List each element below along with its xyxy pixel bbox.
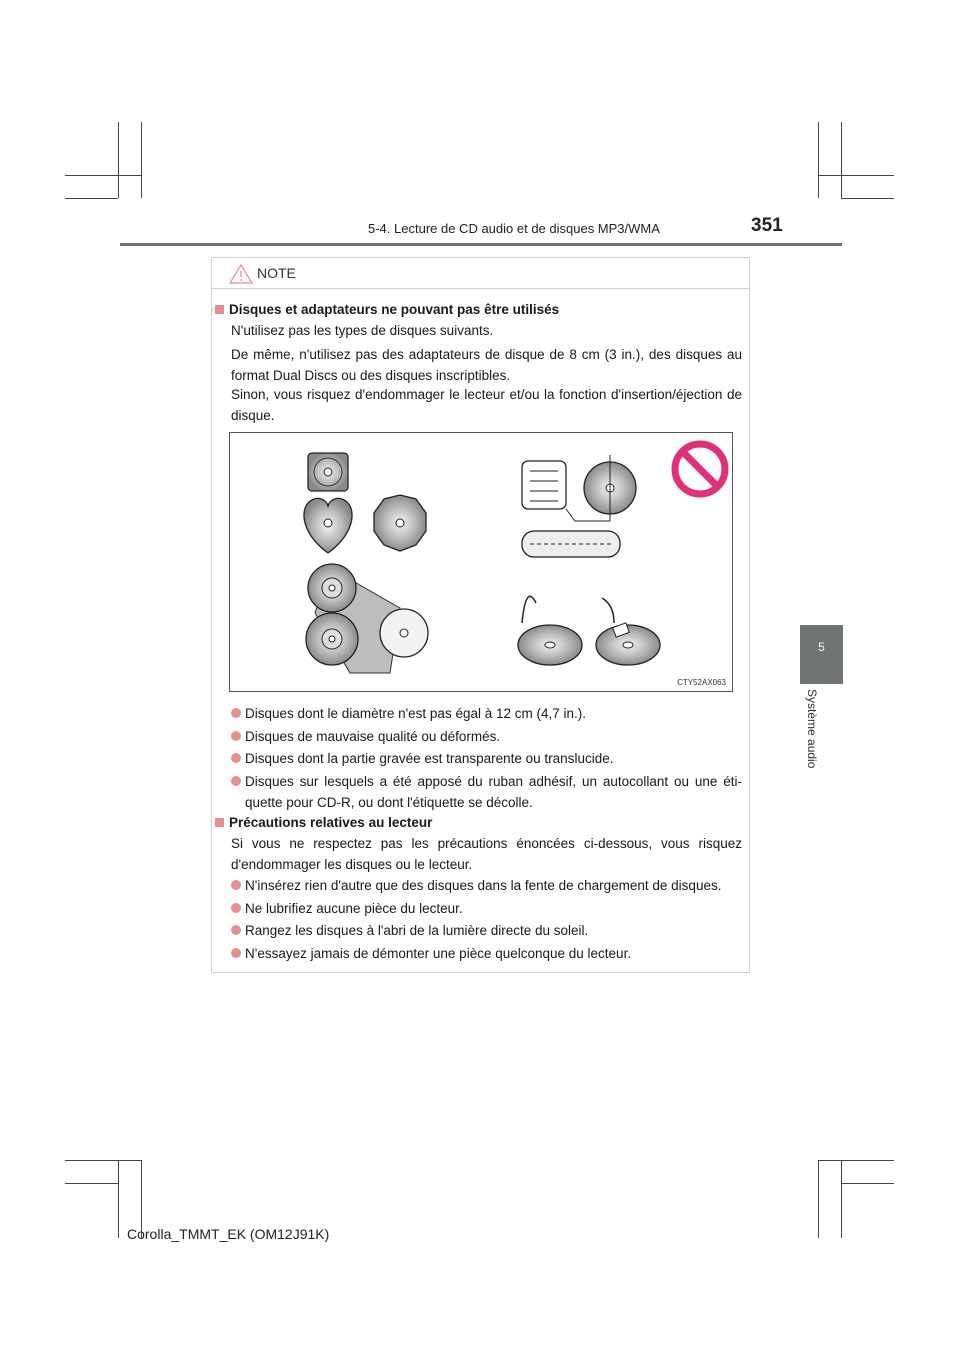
disc-illustration xyxy=(229,432,733,692)
bullet-dot-icon xyxy=(231,753,241,763)
list-item: N'essayez jamais de démonter une pièce quelconque du lecteur. xyxy=(231,943,742,964)
list-item: N'insérez rien d'autre que des disques dans la fente de chargement de disques. xyxy=(231,875,742,896)
list-item: Ne lubrifiez aucune pièce du lecteur. xyxy=(231,898,742,919)
paragraph: Sinon, vous risquez d'endommager le lecteur et/ou la fonction d'insertion/éjection de disque. xyxy=(231,387,742,423)
page-number: 351 xyxy=(751,215,783,236)
list-item: Disques sur lesquels a été apposé du ruban adhésif, un autocollant ou une éti-quette pour CD-R, ou dont l'étiquette se décolle. xyxy=(231,771,742,813)
chapter-tab-number: 5 xyxy=(818,640,825,654)
square-disc-icon xyxy=(308,453,348,491)
note-header xyxy=(212,258,749,289)
section-heading: Précautions relatives au lecteur xyxy=(215,812,432,833)
list-item: Disques dont le diamètre n'est pas égal à 12 cm (4,7 in.). xyxy=(231,703,742,724)
list-item: Disques de mauvaise qualité ou déformés. xyxy=(231,726,742,747)
bullet-dot-icon xyxy=(231,903,241,913)
header-rule xyxy=(120,243,842,246)
paragraph: De même, n'utilisez pas des adaptateurs de disque de 8 cm (3 in.), des disques au format Dual Discs ou des disques inscriptibles. xyxy=(231,347,742,383)
list-item: Rangez les disques à l'abri de la lumière directe du soleil. xyxy=(231,920,742,941)
list-item: Disques dont la partie gravée est transparente ou translucide. xyxy=(231,748,742,769)
bullet-dot-icon xyxy=(231,776,241,786)
square-bullet-icon xyxy=(215,818,224,827)
dual-disc-icon xyxy=(522,455,636,557)
chapter-tab xyxy=(800,625,843,684)
warning-triangle-icon xyxy=(229,264,253,284)
bullet-dot-icon xyxy=(231,880,241,890)
chapter-tab-label: Système audio xyxy=(805,689,819,769)
figure-code: CTY52AX063 xyxy=(677,678,726,687)
prohibited-sign-icon xyxy=(675,444,725,494)
square-bullet-icon xyxy=(215,305,224,314)
heart-disc-icon xyxy=(304,498,352,553)
bullet-dot-icon xyxy=(231,948,241,958)
bullet-dot-icon xyxy=(231,731,241,741)
bullet-dot-icon xyxy=(231,925,241,935)
paragraph: Si vous ne respectez pas les précautions énoncées ci-dessous, vous risquez d'endommager les disques ou le lecteur. xyxy=(231,836,742,872)
note-label: NOTE xyxy=(257,265,296,281)
disc-illustration-svg xyxy=(230,433,732,691)
section-title: 5-4. Lecture de CD audio et de disques MP3/WMA xyxy=(368,221,660,236)
adapter-disc-icon xyxy=(306,564,428,673)
footer-text: Corolla_TMMT_EK (OM12J91K) xyxy=(127,1226,330,1242)
paragraph: N'utilisez pas les types de disques suivants. xyxy=(231,323,494,338)
chapter-tab-label-wrap xyxy=(805,689,819,768)
section-heading: Disques et adaptateurs ne pouvant pas être utilisés xyxy=(215,299,559,320)
deformed-disc-icon xyxy=(518,596,660,665)
polygon-disc-icon xyxy=(374,495,426,551)
bullet-dot-icon xyxy=(231,708,241,718)
